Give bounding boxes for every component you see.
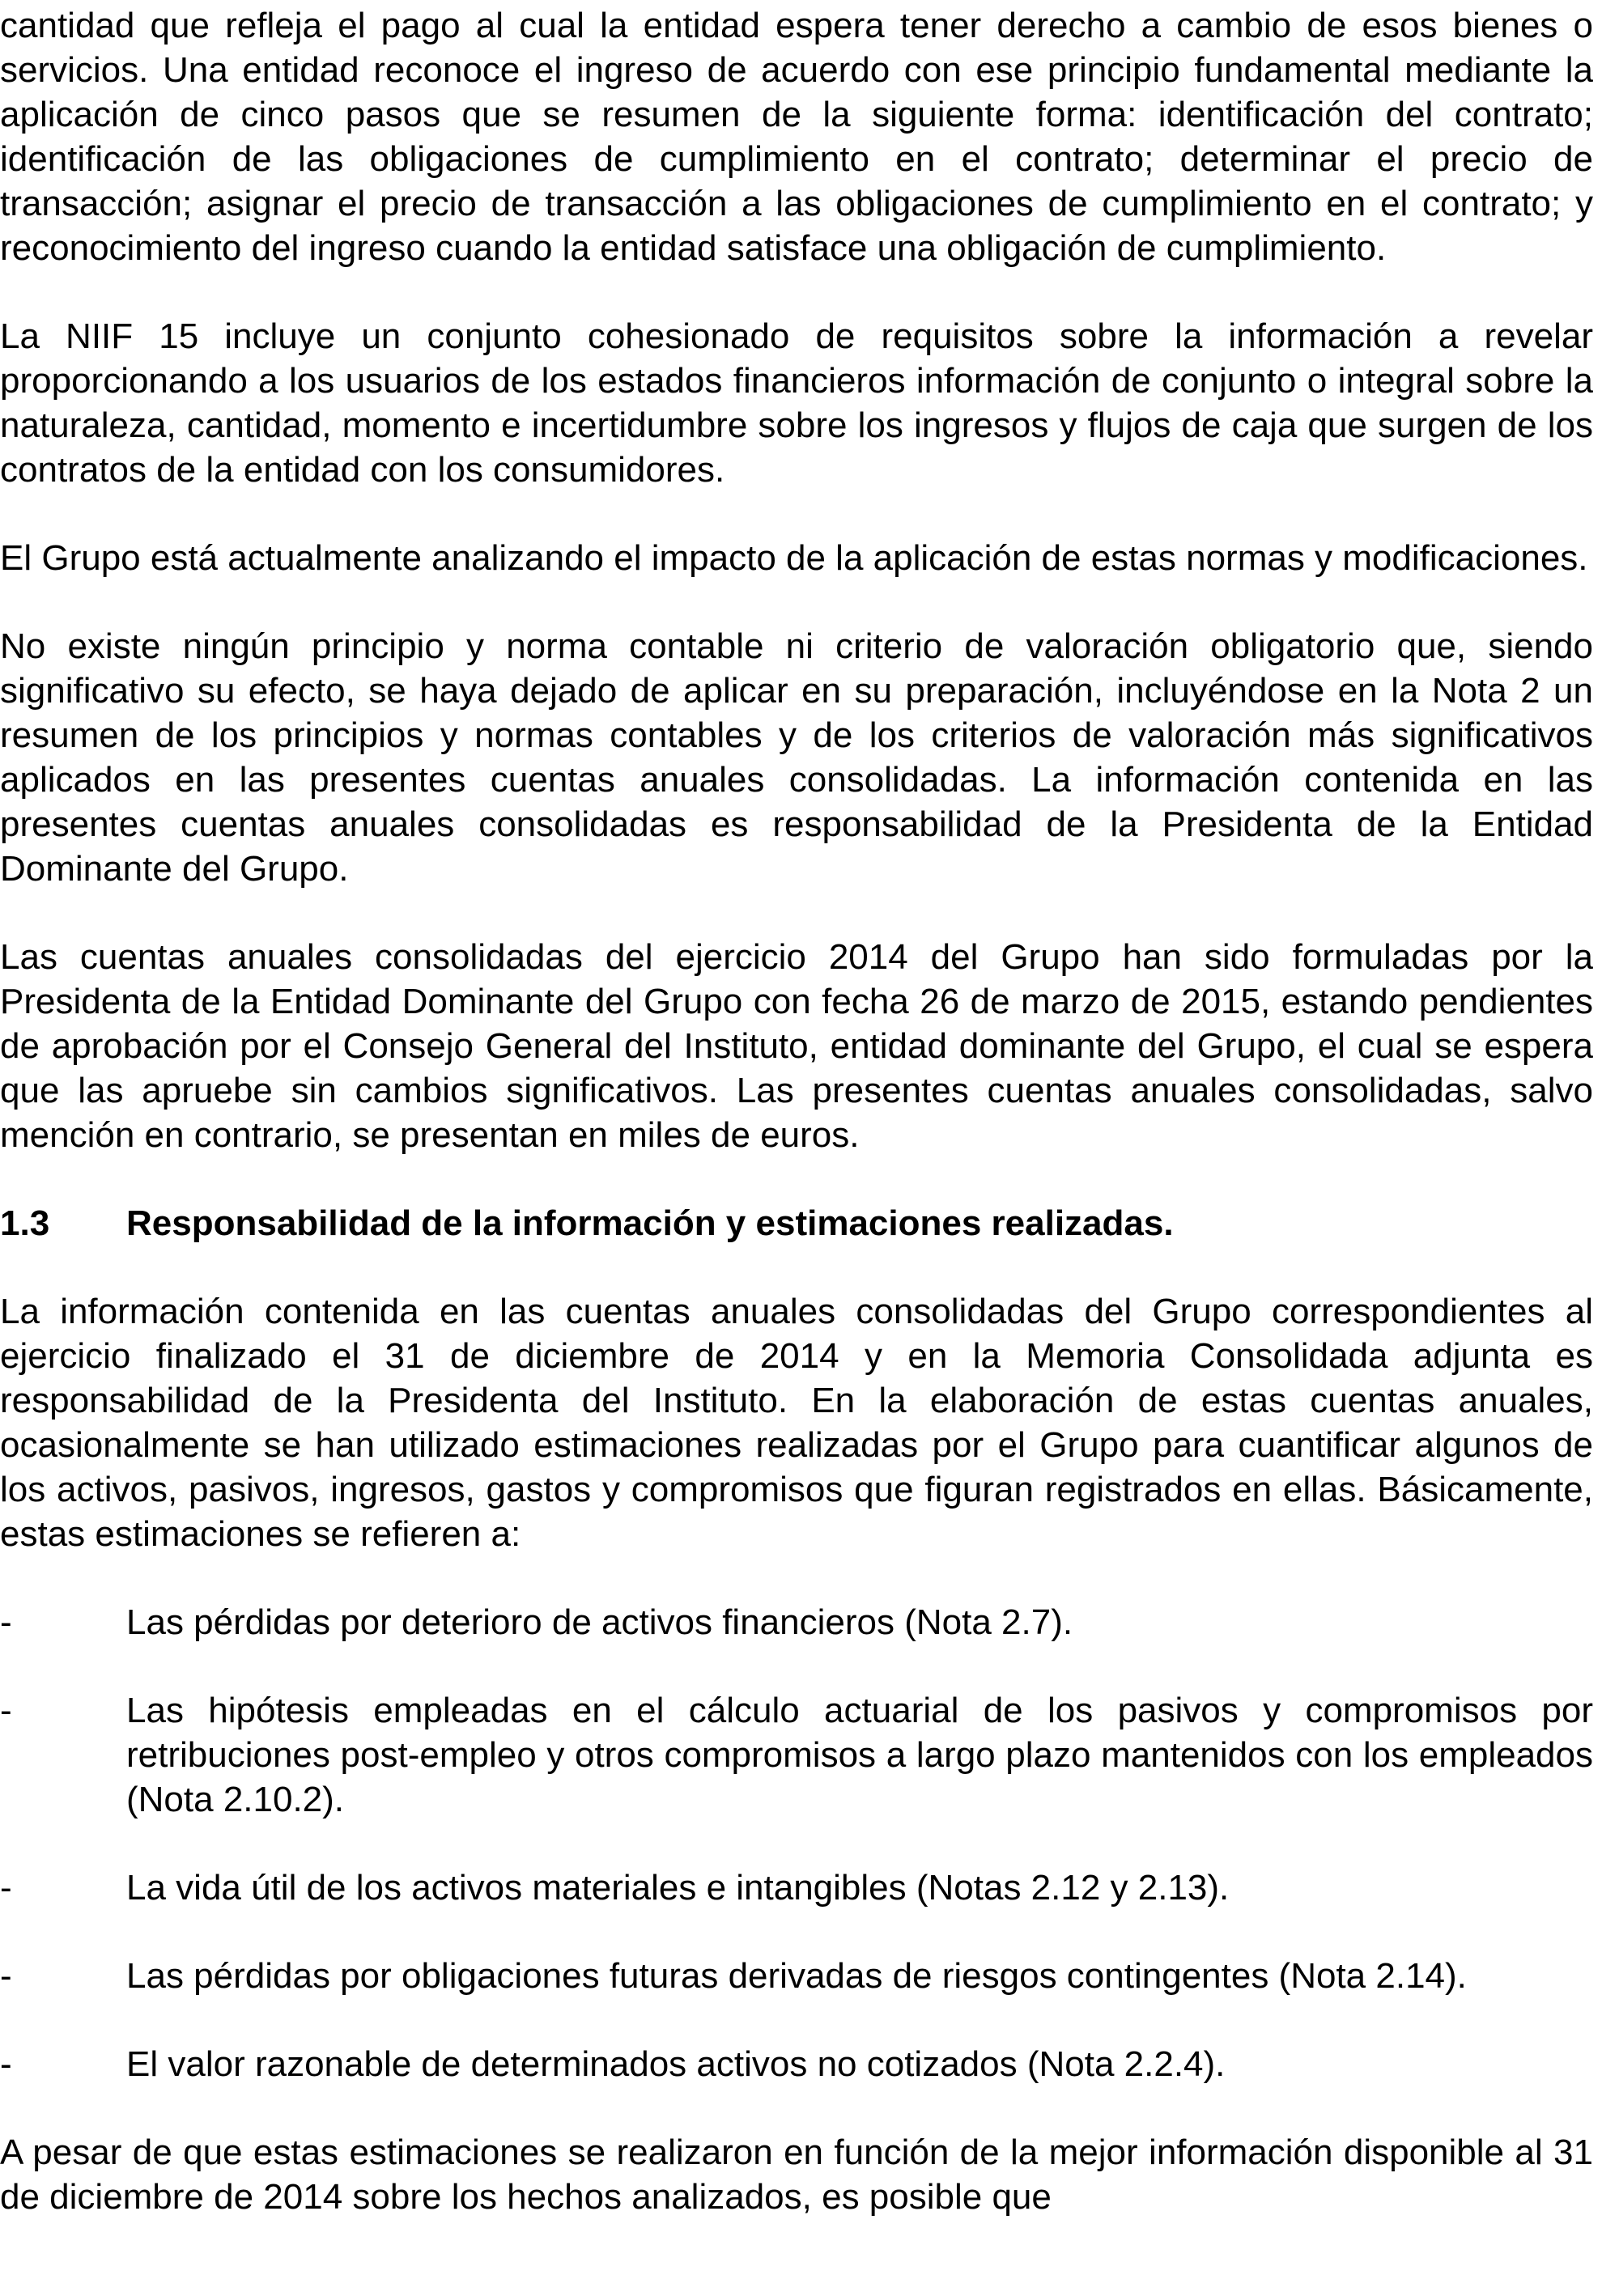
list-item — [0, 2042, 1593, 2086]
list-dash: - — [0, 1602, 12, 1642]
list-item — [0, 1688, 1593, 1822]
paragraph-revenue-recognition: cantidad que refleja el pago al cual la entidad espera tener derecho a cambio de esos bienes o servicios. Una entidad reconoce el ingreso de acuerdo con ese principio fundamental mediante la aplicación de cinco pasos que se resumen de la siguiente forma: identificación del contrato; identificación de las obligaciones de cumplimiento en el contrato; determinar el precio de transacción; asignar el precio de transacción a las obligaciones de cumplimiento en el contrato; y reconocimiento del ingreso cuando la entidad satisface una obligación de cumplimiento. — [0, 6, 1593, 268]
paragraph-section-intro: La información contenida en las cuentas anuales consolidadas del Grupo correspondientes al ejercicio finalizado el 31 de diciembre de 2014 y en la Memoria Consolidada adjunta es responsabilidad de la Presidenta del Instituto. En la elaboración de estas cuentas anuales, ocasionalmente se han utilizado estimaciones realizadas por el Grupo para cuantificar algunos de los activos, pasivos, ingresos, gastos y compromisos que figuran registrados en ellas. Básicamente, estas estimaciones se refieren a: — [0, 1292, 1593, 1554]
list-item-text: Las pérdidas por obligaciones futuras derivadas de riesgos contingentes (Nota 2.14). — [126, 1956, 1467, 1996]
list-dash: - — [0, 1868, 12, 1908]
list-item — [0, 1600, 1593, 1645]
list-item-text: Las pérdidas por deterioro de activos financieros (Nota 2.7). — [126, 1602, 1073, 1642]
section-number: 1.3 — [0, 1203, 50, 1243]
list-item-text: El valor razonable de determinados activos no cotizados (Nota 2.2.4). — [126, 2044, 1226, 2084]
list-item-text: Las hipótesis empleadas en el cálculo actuarial de los pasivos y compromisos por retribuciones post-empleo y otros compromisos a largo plazo mantenidos con los empleados (Nota 2.10.2). — [126, 1691, 1593, 1819]
paragraph-formulation: Las cuentas anuales consolidadas del ejercicio 2014 del Grupo han sido formuladas por la Presidenta de la Entidad Dominante del Grupo con fecha 26 de marzo de 2015, estando pendientes de aprobación por el Consejo General del Instituto, entidad dominante del Grupo, el cual se espera que las apruebe sin cambios significativos. Las presentes cuentas anuales consolidadas, salvo mención en contrario, se presentan en miles de euros. — [0, 937, 1593, 1155]
section-heading — [0, 1201, 1593, 1246]
list-item — [0, 1954, 1593, 1998]
list-dash: - — [0, 1956, 12, 1996]
paragraph-accounting-principles: No existe ningún principio y norma contable ni criterio de valoración obligatorio que, siendo significativo su efecto, se haya dejado de aplicar en su preparación, incluyéndose en la Nota 2 un resumen de los principios y normas contables y de los criterios de valoración más significativos aplicados en las presentes cuentas anuales consolidadas. La información contenida en las presentes cuentas anuales consolidadas es responsabilidad de la Presidenta de la Entidad Dominante del Grupo. — [0, 626, 1593, 889]
paragraph-impact-analysis: El Grupo está actualmente analizando el impacto de la aplicación de estas normas y modificaciones. — [0, 538, 1588, 578]
estimates-list — [0, 1600, 1593, 2086]
list-item — [0, 1865, 1593, 1910]
paragraph-niif15-disclosure: La NIIF 15 incluye un conjunto cohesionado de requisitos sobre la información a revelar proporcionando a los usuarios de los estados financieros información de conjunto o integral sobre la naturaleza, cantidad, momento e incertidumbre sobre los ingresos y flujos de caja que surgen de los contratos de la entidad con los consumidores. — [0, 316, 1593, 490]
list-dash: - — [0, 2044, 12, 2084]
list-item-text: La vida útil de los activos materiales e intangibles (Notas 2.12 y 2.13). — [126, 1868, 1230, 1908]
list-dash: - — [0, 1691, 12, 1730]
paragraph-closing: A pesar de que estas estimaciones se realizaron en función de la mejor información disponible al 31 de diciembre de 2014 sobre los hechos analizados, es posible que — [0, 2133, 1593, 2217]
section-title: Responsabilidad de la información y estimaciones realizadas. — [126, 1203, 1174, 1243]
